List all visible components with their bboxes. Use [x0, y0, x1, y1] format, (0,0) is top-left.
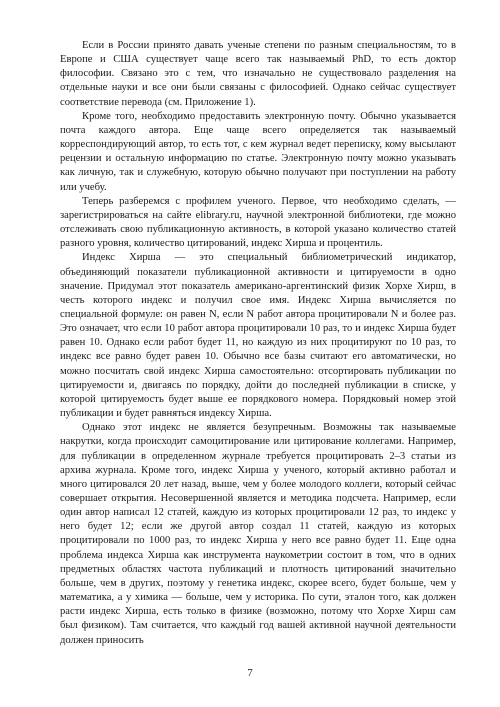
page-number: 7 — [247, 668, 253, 679]
paragraph-email: Кроме того, необходимо предоставить электронную почту. Обычно указывается почта каждого автора. Еще чаще всего определяется так называемый корреспондирующий автор, то есть тот, с кем журнал ведет переписку, кому высылают рецензии и остальную информацию по статье. Электронную почту можно указывать как личную, так и служебную, которую обычно получают при поступлении на работу или учебу. — [60, 110, 456, 193]
paragraph-phd-degrees: Если в России принято давать ученые степени по разным специальностям, то в Европе и США существует чаще всего так называемый PhD, то есть доктор философии. Связано это с тем, что изначально не существовало разделения на отдельные науки и все они были связаны с философией. Однако сейчас существует соответствие перевода (см. Приложение 1). — [60, 40, 456, 108]
paragraph-index-limitations: Однако этот индекс не является безупречным. Возможны так называемые накрутки, когда происходит самоцитирование или цитирование коллегами. Например, для публикации в определенном журнале требуется процитировать 2–3 статьи из архива журнала. Кроме того, индекс Хирша у ученого, который активно работал и много цитировался 20 лет назад, выше, чем у более молодого коллеги, который сейчас совершает открытия. Несовершенной является и методика подсчета. Например, если один автор написал 12 статей, каждую из которых процитировали 12 раз, то индекс у него будет 12; если же другой автор создал 11 статей, каждую из которых процитировали по 1000 раз, то индекс Хирша у него все равно будет 11. Еще одна проблема индекса Хирша как инструмента наукометрии состоит в том, что в одних предметных областях частота публикаций и плотность цитирований значительно больше, чем в других, поэтому у генетика индекс, скорее всего, будет больше, чем у математика, а у химика — больше, чем у историка. По сути, эталон того, как должен расти индекс Хирша, есть только в физике (возможно, потому что Хорхе Хирш сам был физиком). Там считается, что каждый год вашей активной научной деятельности должен приносить — [60, 422, 456, 646]
body-text — [60, 39, 456, 648]
paragraph-hirsch-index: Индекс Хирша — это специальный библиометрический индикатор, объединяющий показатели публикационной активности и цитируемости в одно значение. Придумал этот показатель американо-аргентинский физик Хорхе Хирш, в честь которого индекс и получил свое имя. Индекс Хирша вычисляется по специальной формуле: он равен N, если N работ автора процитировали N и более раз. Это означает, что если 10 работ автора процитировали 10 раз, то и индекс Хирша будет равен 10. Однако если работ будет 11, но каждую из них процитируют по 10 раз, то индекс все равно будет равен 10. Обычно все базы считают его автоматически, но можно посчитать свой индекс Хирша самостоятельно: отсортировать публикации по цитируемости и, двигаясь по порядку, дойти до последней публикации в списке, у которой цитируемость будет выше ее порядкового номера. Порядковый номер этой публикации и будет равняться индексу Хирша. — [60, 252, 456, 420]
paragraph-scientist-profile: Теперь разберемся с профилем ученого. Первое, что необходимо сделать, — зарегистрироваться на сайте elibrary.ru, научной электронной библиотеки, где можно отслеживать свою публикационную активность, в которой указано количество статей разного уровня, количество цитирований, индекс Хирша и процентиль. — [60, 195, 456, 250]
